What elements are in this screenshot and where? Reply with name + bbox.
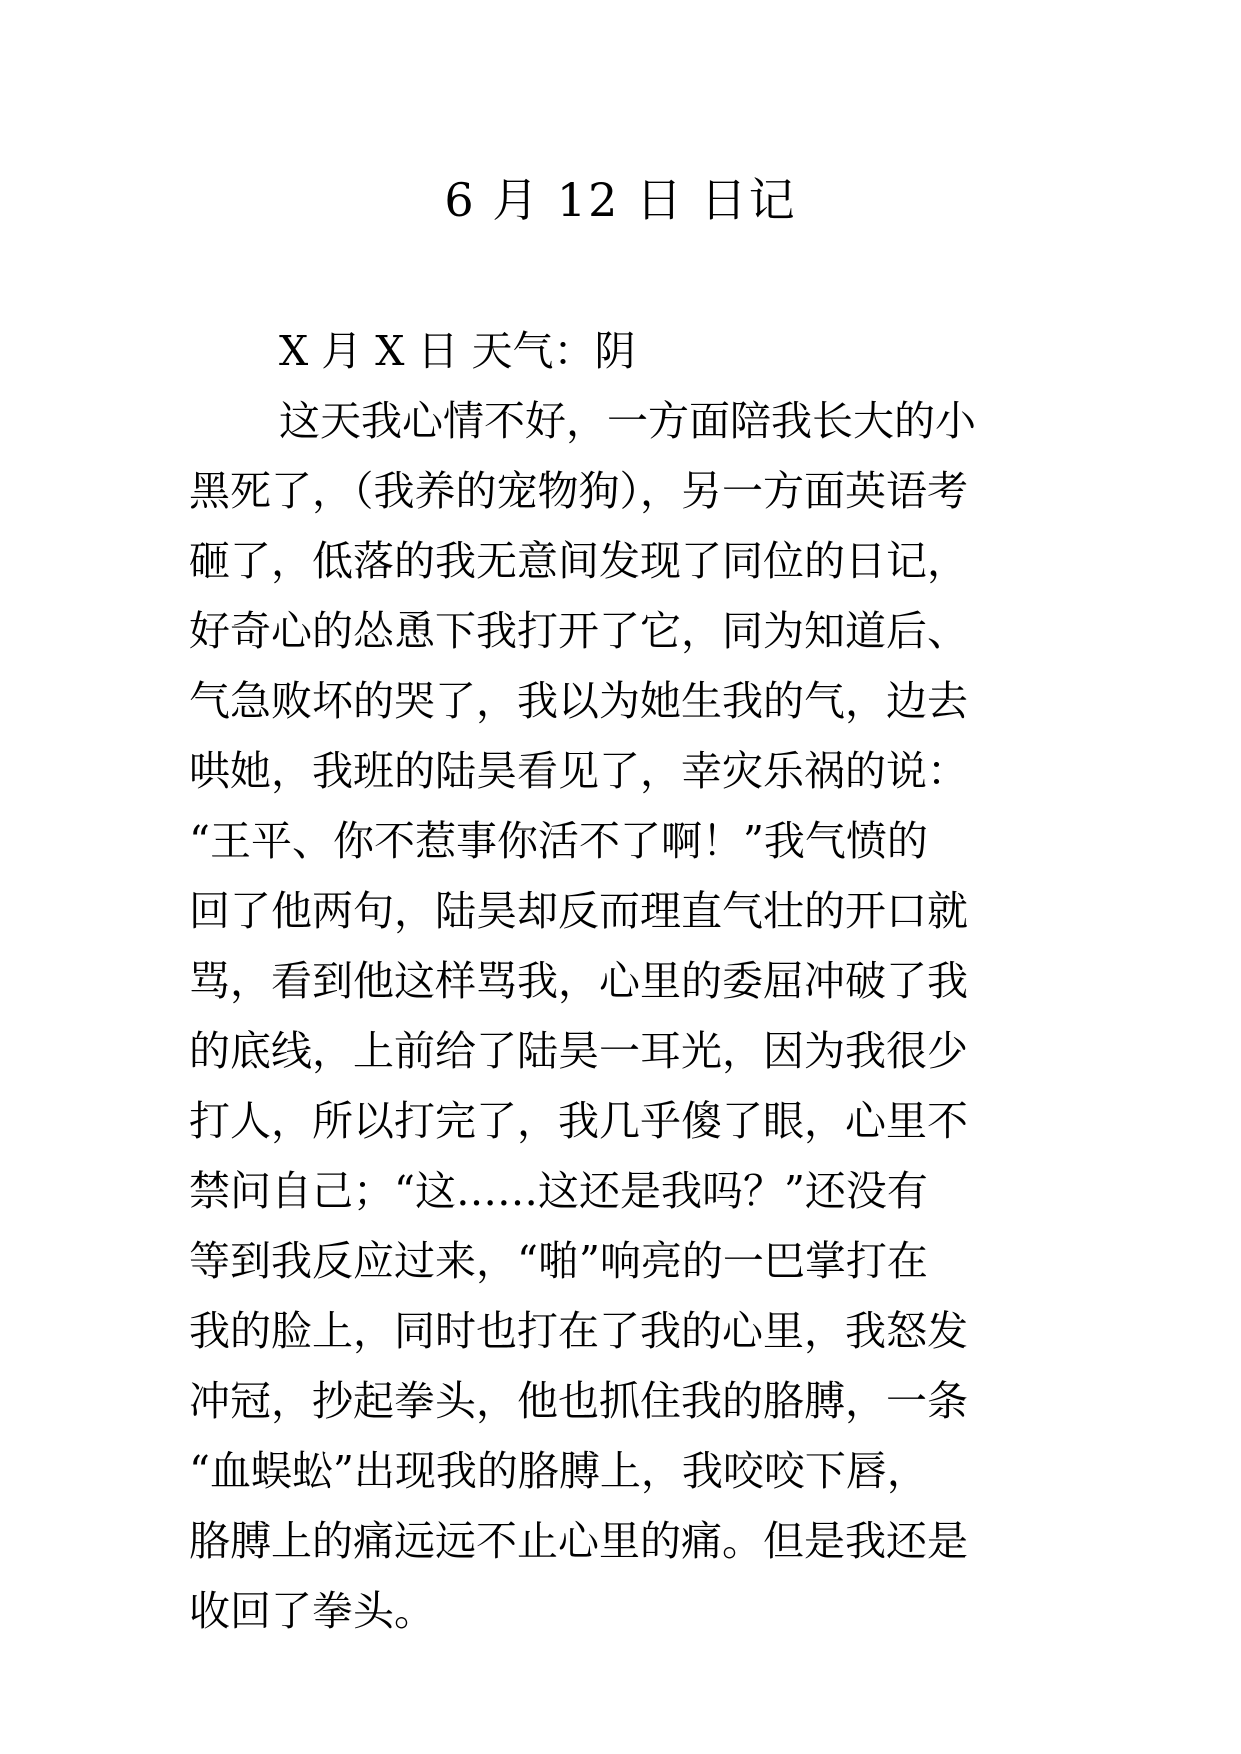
paragraph-line: 等到我反应过来，“啪”响亮的一巴掌打在 [189,1237,928,1285]
paragraph-line: 打人，所以打完了，我几乎傻了眼，心里不 [189,1097,968,1145]
paragraph-line: 冲冠，抄起拳头，他也抓住我的胳膊，一条 [189,1377,968,1425]
paragraph-line: 回了他两句，陆昊却反而理直气壮的开口就 [189,887,968,935]
document-title: 6 月 12 日 日记 [444,173,797,227]
paragraph-line: 我的脸上，同时也打在了我的心里，我怒发 [189,1307,968,1355]
paragraph-line: 黑死了，（我养的宠物狗），另一方面英语考 [189,467,968,515]
paragraph-line: 胳膊上的痛远远不止心里的痛。但是我还是 [189,1517,968,1565]
paragraph-line: 气急败坏的哭了，我以为她生我的气，边去 [189,677,968,725]
paragraph-line: 禁问自己；“这……这还是我吗？”还没有 [189,1167,928,1215]
paragraph-line: 收回了拳头。 [189,1587,435,1635]
date-weather-line: X 月 X 日 天气：阴 [279,327,636,375]
paragraph-line: 的底线，上前给了陆昊一耳光，因为我很少 [189,1027,968,1075]
document-body [189,316,1089,1646]
paragraph-line: 砸了，低落的我无意间发现了同位的日记， [189,537,968,585]
paragraph-line: 哄她，我班的陆昊看见了，幸灾乐祸的说： [189,747,968,795]
paragraph-line: “王平、你不惹事你活不了啊！”我气愤的 [189,817,928,865]
paragraph-line: 这天我心情不好，一方面陪我长大的小 [279,397,976,445]
paragraph-line: 好奇心的怂恿下我打开了它，同为知道后、 [189,607,968,655]
paragraph-line: 骂，看到他这样骂我，心里的委屈冲破了我 [189,957,968,1005]
paragraph-line: “血蜈蚣”出现我的胳膊上，我咬咬下唇， [189,1447,928,1495]
